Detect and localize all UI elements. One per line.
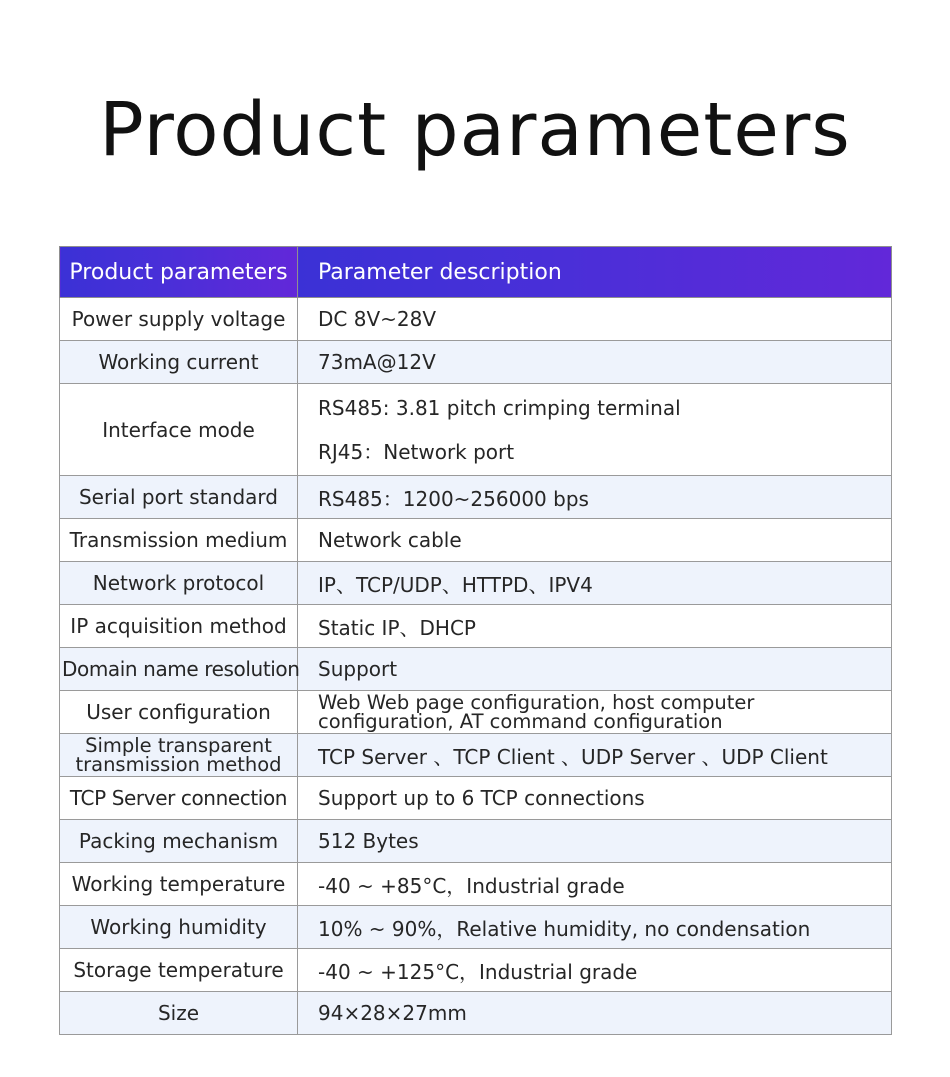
param-name-line: transmission method (75, 753, 282, 776)
table-row (60, 820, 892, 863)
table-row (60, 476, 892, 519)
param-value: Static IP、DHCP (298, 605, 892, 648)
param-value: Support up to 6 TCP connections (298, 777, 892, 820)
table-row (60, 777, 892, 820)
table-row (60, 384, 892, 476)
param-value: Support (298, 648, 892, 691)
table-header-row (60, 247, 892, 298)
param-value: RS485：1200~256000 bps (298, 476, 892, 519)
param-value-line: configuration, AT command configuration (318, 710, 723, 733)
param-value (298, 691, 892, 734)
table-row (60, 863, 892, 906)
table-row (60, 992, 892, 1035)
table-row (60, 605, 892, 648)
table-row (60, 691, 892, 734)
table-row (60, 734, 892, 777)
param-name-line: Simple transparent (85, 734, 272, 757)
param-name (60, 734, 298, 777)
param-value: -40 ~ +85°C，Industrial grade (298, 863, 892, 906)
param-name: Size (60, 992, 298, 1035)
table-row (60, 949, 892, 992)
param-name: Network protocol (60, 562, 298, 605)
param-name: TCP Server connection (60, 777, 298, 820)
table-row (60, 648, 892, 691)
param-value: 94×28×27mm (298, 992, 892, 1035)
param-value (298, 384, 892, 476)
param-name: Packing mechanism (60, 820, 298, 863)
param-value-line: RJ45：Network port (318, 439, 515, 464)
param-name: Serial port standard (60, 476, 298, 519)
param-name: Working humidity (60, 906, 298, 949)
parameters-table (59, 246, 892, 1035)
param-name: Power supply voltage (60, 298, 298, 341)
page-title: Product parameters (99, 87, 851, 173)
param-value-line: RS485: 3.81 pitch crimping terminal (318, 395, 681, 420)
param-value: 10% ~ 90%，Relative humidity, no condensation (298, 906, 892, 949)
table-row (60, 341, 892, 384)
table-row (60, 562, 892, 605)
param-value: 73mA@12V (298, 341, 892, 384)
param-name: Storage temperature (60, 949, 298, 992)
table-row (60, 519, 892, 562)
param-name: IP acquisition method (60, 605, 298, 648)
param-value: TCP Server 、TCP Client 、UDP Server 、UDP Client (298, 734, 892, 777)
param-name: Working temperature (60, 863, 298, 906)
param-value: IP、TCP/UDP、HTTPD、IPV4 (298, 562, 892, 605)
param-name: Interface mode (60, 384, 298, 476)
header-parameter-description: Parameter description (298, 247, 892, 298)
param-name: Transmission medium (60, 519, 298, 562)
param-name: User configuration (60, 691, 298, 734)
param-value: 512 Bytes (298, 820, 892, 863)
param-value: Network cable (298, 519, 892, 562)
param-value: -40 ~ +125°C，Industrial grade (298, 949, 892, 992)
header-product-parameters: Product parameters (60, 247, 298, 298)
table-row (60, 298, 892, 341)
param-name: Working current (60, 341, 298, 384)
table-row (60, 906, 892, 949)
param-value-line: Web Web page configuration, host computer (318, 691, 755, 714)
param-value: DC 8V~28V (298, 298, 892, 341)
param-name: Domain name resolution (60, 648, 298, 691)
